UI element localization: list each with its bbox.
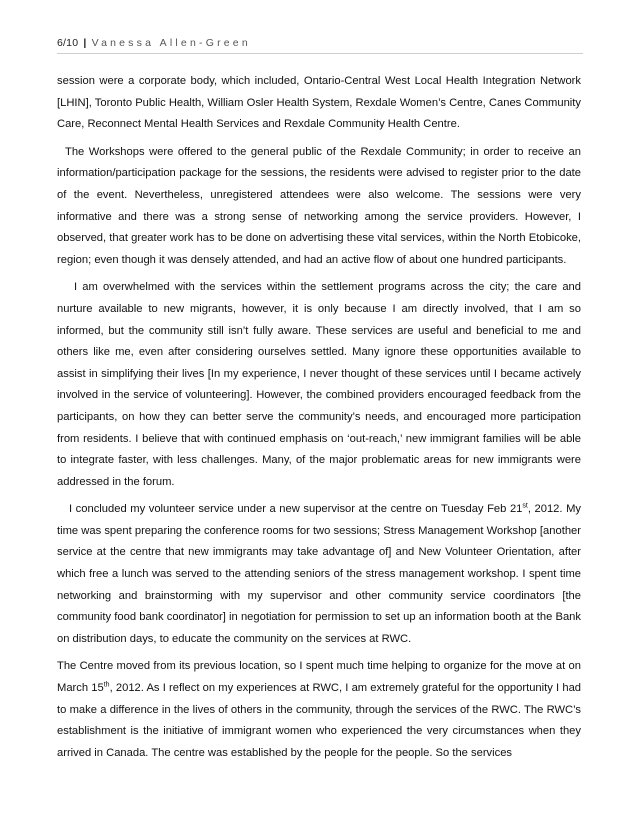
page-header	[57, 37, 582, 49]
author-name: Vanessa Allen-Green	[91, 37, 251, 49]
paragraph-5-text-b: , 2012. As I reflect on my experiences at RWC, I am extremely grateful for the opportunity I had to make a difference in the lives of others in the community, through the services of the RWC. The RWC’s establishment is the initiative of immigrant women who experienced the very circumstances when they arrived in Canada. The centre was established by the people for the people. So the services	[57, 682, 582, 759]
paragraph-4	[57, 499, 581, 650]
header-separator: |	[83, 37, 87, 49]
paragraph-2: The Workshops were offered to the general public of the Rexdale Community; in order to receive an information/participation package for the sessions, the residents were advised to register prior to the date of the event. Nevertheless, unregistered attendees were also welcome. The sessions were very informative and there was a strong sense of networking among the service providers. However, I observed, that greater work has to be done on advertising these vital services, within the North Etobicoke, region; even though it was densely attended, and had an active flow of about one hundred participants.	[57, 145, 581, 266]
ordinal-superscript: th	[103, 681, 110, 689]
page-number: 6/10	[57, 37, 79, 49]
paragraph-5	[57, 656, 581, 764]
header-rule	[57, 53, 583, 54]
paragraph-1: session were a corporate body, which included, Ontario-Central West Local Health Integration Network [LHIN], Toronto Public Health, William Osler Health System, Rexdale Women’s Centre, Canes Community Care, Reconnect Mental Health Services and Rexdale Community Health Centre.	[57, 75, 581, 131]
paragraph-5-text-a: The Centre moved from its previous location, so I spent much time helping to organize for the move at on March 15	[57, 660, 581, 695]
paragraph-4-text-a: I concluded my volunteer service under a new supervisor at the centre on Tuesday Feb 21	[69, 503, 523, 516]
ordinal-superscript: st	[522, 502, 528, 510]
paragraph-4-text-b: , 2012. My time was spent preparing the conference rooms for two sessions; Stress Management Workshop [another service at the centre that new immigrants may take advantage of] and New Volunteer Orientation, after which free a lunch was served to the attending seniors of the stress management workshop. I spent time networking and brainstorming with my supervisor and other community service coordinators [the community food bank coordinator] in negotiation for permission to set up an information booth at the Bank on distribution days, to educate the community on the services at RWC.	[57, 503, 581, 645]
body-text	[57, 71, 581, 770]
paragraph-3: I am overwhelmed with the services within the settlement programs across the city; the care and nurture available to new migrants, however, it is only because I am directly involved, that I am so informed, but the community still isn’t fully aware. These services are useful and beneficial to me and others like me, even after considering ourselves settled. Many ignore these opportunities available to assist in simplifying their lives [In my experience, I never thought of these services until I became actively involved in the service of volunteering]. However, the combined providers encouraged feedback from the participants, on how they can better serve the community’s needs, and encouraged more participation from residents. I believe that with continued emphasis on ‘out-reach,’ new immigrant families will be able to integrate faster, with less challenges. Many, of the major problematic areas for new immigrants were addressed in the forum.	[57, 281, 581, 488]
